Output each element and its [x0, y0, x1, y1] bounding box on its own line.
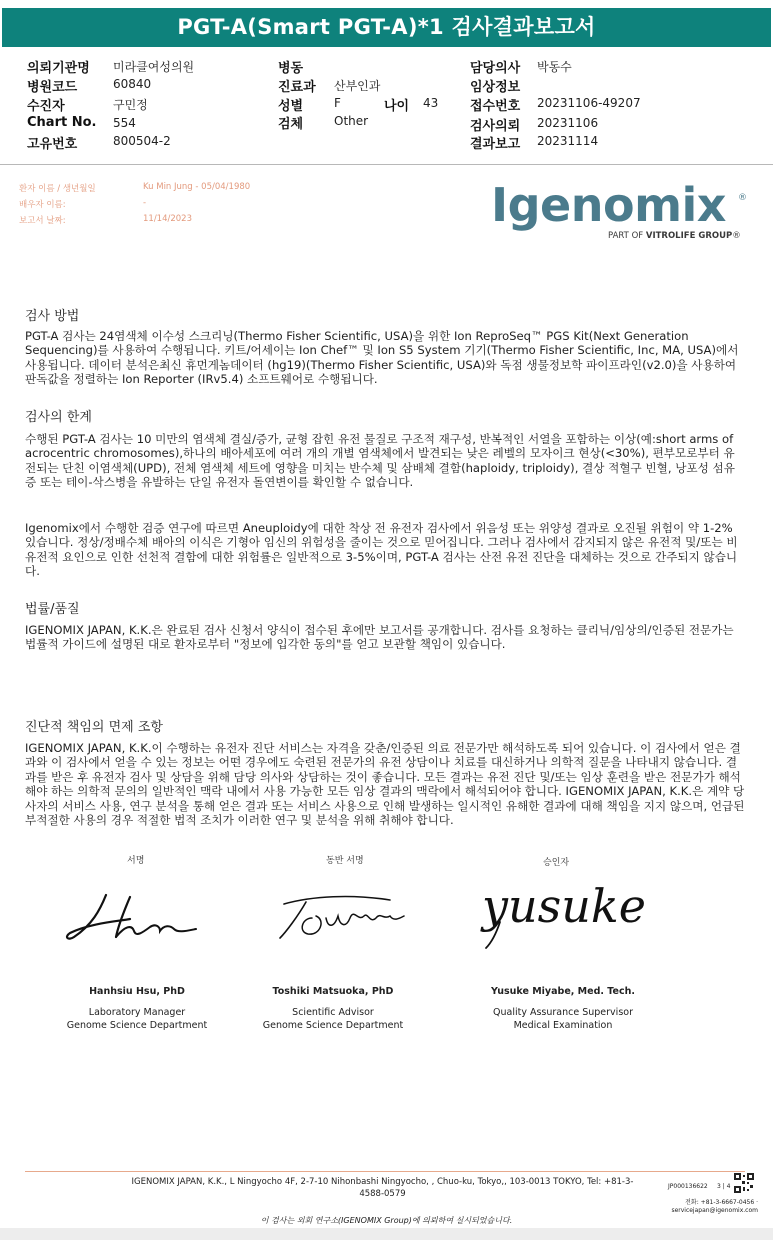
- footer-tel: 전화: +81-3-6667-0456 ·: [685, 1199, 758, 1206]
- signer-3-department: Medical Examination: [513, 1020, 613, 1031]
- age-value: 43: [423, 96, 439, 110]
- legal-paragraph: IGENOMIX JAPAN, K.K.은 완료된 검사 신청서 양식이 접수된 후에만 보고서를 공개합니다. 검사를 요청하는 클리닉/임상의/인증된 전문가는 법률적 가이드에 설명된 대로 환자로부터 "정보에 입각한 동의"를 얻고 보관할 책임이 있습니다.: [25, 623, 734, 652]
- logo-subtitle-suffix: ®: [732, 231, 741, 241]
- footer-note: 이 검사는 외회 연구소(IGENOMIX Group)에 의뢰하여 실시되었습니다.: [260, 1216, 513, 1225]
- doctor-value: 박동수: [537, 60, 572, 74]
- qr-code-icon: [734, 1173, 754, 1193]
- method-paragraph: PGT-A 검사는 24염색체 이수성 스크리닝(Thermo Fisher Scientific, USA)을 위한 Ion ReproSeq™ PGS Kit(Next Generation Sequencing)를 사용하여 수행됩니다. 키트/어세이는 Ion Chef™ 및 Ion S5 System 기기(Thermo Fisher Scientific, Inc, MA, USA)에서 사용됩니다. 데이터 분석은최신 휴먼게놈데이터 (hg19)(Thermo Fisher Scientific, USA)와 독점 생물정보학 파이프라인(v2.0)을 사용하여 판독값을 정렬하는 Ion Reporter (IRv5.4) 소프트웨어로 수행됩니다.: [25, 329, 739, 387]
- report-header: [0, 50, 773, 164]
- signature-label: 서명: [127, 856, 145, 866]
- page-number: 3 | 4: [717, 1183, 731, 1190]
- handwritten-signature-text: yusuke: [482, 879, 646, 933]
- signer-2-title: Scientific Advisor: [292, 1007, 374, 1018]
- request-label: 검사의뢰: [470, 119, 521, 134]
- accession-label: 접수번호: [470, 99, 521, 114]
- request-value: 20231106: [537, 116, 599, 130]
- recipient-value: 구민정: [113, 98, 148, 112]
- patient-name-dob-value: Ku Min Jung - 05/04/1980: [143, 182, 251, 192]
- sex-value: F: [334, 96, 341, 110]
- igenomix-logo: [491, 178, 751, 243]
- hanhsiu-hsu-signature: [60, 885, 205, 945]
- chart-no-label: Chart No.: [27, 115, 97, 130]
- toshiki-matsuoka-signature: [272, 888, 417, 946]
- bottom-strip: [0, 1228, 773, 1240]
- department-value: 산부인과: [334, 79, 381, 93]
- logo-subtitle: [608, 231, 741, 241]
- footer-email[interactable]: servicejapan@igenomix.com: [671, 1207, 758, 1214]
- signer-2-name: Toshiki Matsuoka, PhD: [272, 986, 394, 997]
- cosignature-label: 동반 서명: [326, 856, 364, 866]
- report-date-value: 20231114: [537, 134, 599, 148]
- spouse-value: -: [143, 198, 147, 208]
- age-label: 나이: [384, 99, 410, 114]
- signer-2-department: Genome Science Department: [262, 1020, 404, 1031]
- ward-label: 병동: [278, 61, 304, 76]
- logo-subtitle-brand: VITROLIFE GROUP: [645, 231, 733, 241]
- spouse-label: 배우자 이름:: [19, 200, 66, 210]
- unique-no-value: 800504-2: [113, 134, 171, 148]
- yusuke-miyabe-signature: [478, 878, 658, 954]
- signer-3-name: Yusuke Miyabe, Med. Tech.: [491, 986, 635, 997]
- disclaimer-heading: 진단적 책임의 면제 조항: [25, 720, 163, 735]
- patient-report-date-value: 11/14/2023: [143, 214, 192, 224]
- hospital-code-label: 병원코드: [27, 80, 78, 95]
- footer-divider: [25, 1171, 745, 1172]
- title-bar: [0, 0, 773, 50]
- recipient-label: 수진자: [27, 99, 65, 114]
- hospital-code-value: 60840: [113, 77, 152, 91]
- limits-paragraph-2: Igenomix에서 수행한 검증 연구에 따르면 Aneuploidy에 대한 착상 전 유전자 검사에서 위음성 또는 위양성 결과로 오진될 위험이 약 1-2% 있습니다. 정상/정배수체 배아의 이식은 기형아 임신의 위험성을 줄이는 것으로 믿어집니다. 그러나 검사에서 감지되지 않은 유전적 및/또는 비유전적 요인으로 인한 선천적 결함에 대한 위험률은 일반적으로 3-5%이며, PGT-A 검사는 산전 유전 진단을 대체하는 것으로 간주되지 않습니다.: [25, 521, 738, 579]
- logo-wordmark: Igenomix: [491, 178, 726, 232]
- report-date-label: 결과보고: [470, 137, 521, 152]
- logo-registered-mark: ®: [738, 193, 747, 203]
- logo-subtitle-prefix: PART OF: [608, 231, 646, 241]
- signer-1-department: Genome Science Department: [66, 1020, 208, 1031]
- limits-heading: 검사의 한계: [25, 410, 92, 425]
- report-title: PGT-A(Smart PGT-A)*1 검사결과보고서: [2, 8, 771, 47]
- footer-report-code: JP000136622: [668, 1183, 708, 1190]
- footer-contact: [668, 1199, 758, 1215]
- specimen-value: Other: [334, 114, 369, 128]
- signer-3-title: Quality Assurance Supervisor: [493, 1007, 633, 1018]
- sex-label: 성별: [278, 99, 304, 114]
- disclaimer-paragraph: IGENOMIX JAPAN, K.K.이 수행하는 유전자 진단 서비스는 자격을 갖춘/인증된 의료 전문가만 해석하도록 되어 있습니다. 이 검사에서 얻은 결과와 이 검사에서 얻을 수 있는 정보는 어떤 경우에도 숙련된 전문가의 유전 상담이나 치료를 대신하거나 의학적 질문을 나타내지 않습니다. 결과를 받은 후 유전자 검사 및 상담을 위해 담당 의사와 상담하는 것이 좋습니다. 모든 결과는 유전 진단 및/또는 임상 훈련을 받은 전문가가 해석해야 하는 의학적 문의의 일반적인 맥락 내에서 사용 가능한 모든 임상 결과의 맥락에서 해석되어야 합니다. IGENOMIX JAPAN, K.K.은 계약 당사자의 서비스 사용, 연구 분석을 통해 얻은 결과 또는 서비스 사용으로 인해 발생하는 일시적인 유해한 결과에 대해 책임을 지지 않으며, 언급된 부적절한 사용의 경우 적절한 법적 조치가 이러한 연구 및 분석을 위해 취해야 합니다.: [25, 741, 745, 828]
- method-heading: 검사 방법: [25, 309, 80, 324]
- patient-name-dob-label: 환자 이름 / 생년월일: [19, 184, 96, 194]
- header-divider: [0, 164, 773, 165]
- chart-no-value: 554: [113, 116, 136, 130]
- department-label: 진료과: [278, 80, 316, 95]
- clinical-info-label: 임상정보: [470, 80, 521, 95]
- specimen-label: 검체: [278, 117, 304, 132]
- accession-value: 20231106-49207: [537, 96, 641, 110]
- unique-no-label: 고유번호: [27, 137, 78, 152]
- footer-address: IGENOMIX JAPAN, K.K., L Ningyocho 4F, 2-7-10 Nihonbashi Ningyocho, , Chuo-ku, Tokyo,, 103-0013 TOKYO, Tel: +81-3-4588-0579: [131, 1177, 634, 1199]
- approver-label: 승인자: [543, 858, 570, 868]
- signer-1-name: Hanhsiu Hsu, PhD: [89, 986, 185, 997]
- legal-heading: 법률/품질: [25, 602, 80, 617]
- institution-value: 미라클여성의원: [113, 60, 195, 74]
- limits-paragraph-1: 수행된 PGT-A 검사는 10 미만의 염색체 결실/증가, 균형 잡힌 유전 물질로 구조적 재구성, 반복적인 서열을 포함하는 이상(예:short arms of acrocentric chromosomes),하나의 배아세포에 여러 개의 개별 염색체에서 발견되는 낮은 레벨의 모자이크 현상(<30%), 편부모로부터 유전되는 단친 이염색체(UPD), 전체 염색체 세트에 영향을 미치는 반수체 및 삼배체 결함(haploidy, triploidy), 결상 적혈구 빈혈, 낭포성 섬유증 또는 테이-삭스병을 유발하는 단일 유전자 돌연변이를 확인할 수 없습니다.: [25, 432, 735, 490]
- institution-label: 의뢰기관명: [27, 61, 90, 76]
- signer-1-title: Laboratory Manager: [88, 1007, 186, 1018]
- doctor-label: 담당의사: [470, 61, 521, 76]
- patient-report-date-label: 보고서 날짜:: [19, 216, 66, 226]
